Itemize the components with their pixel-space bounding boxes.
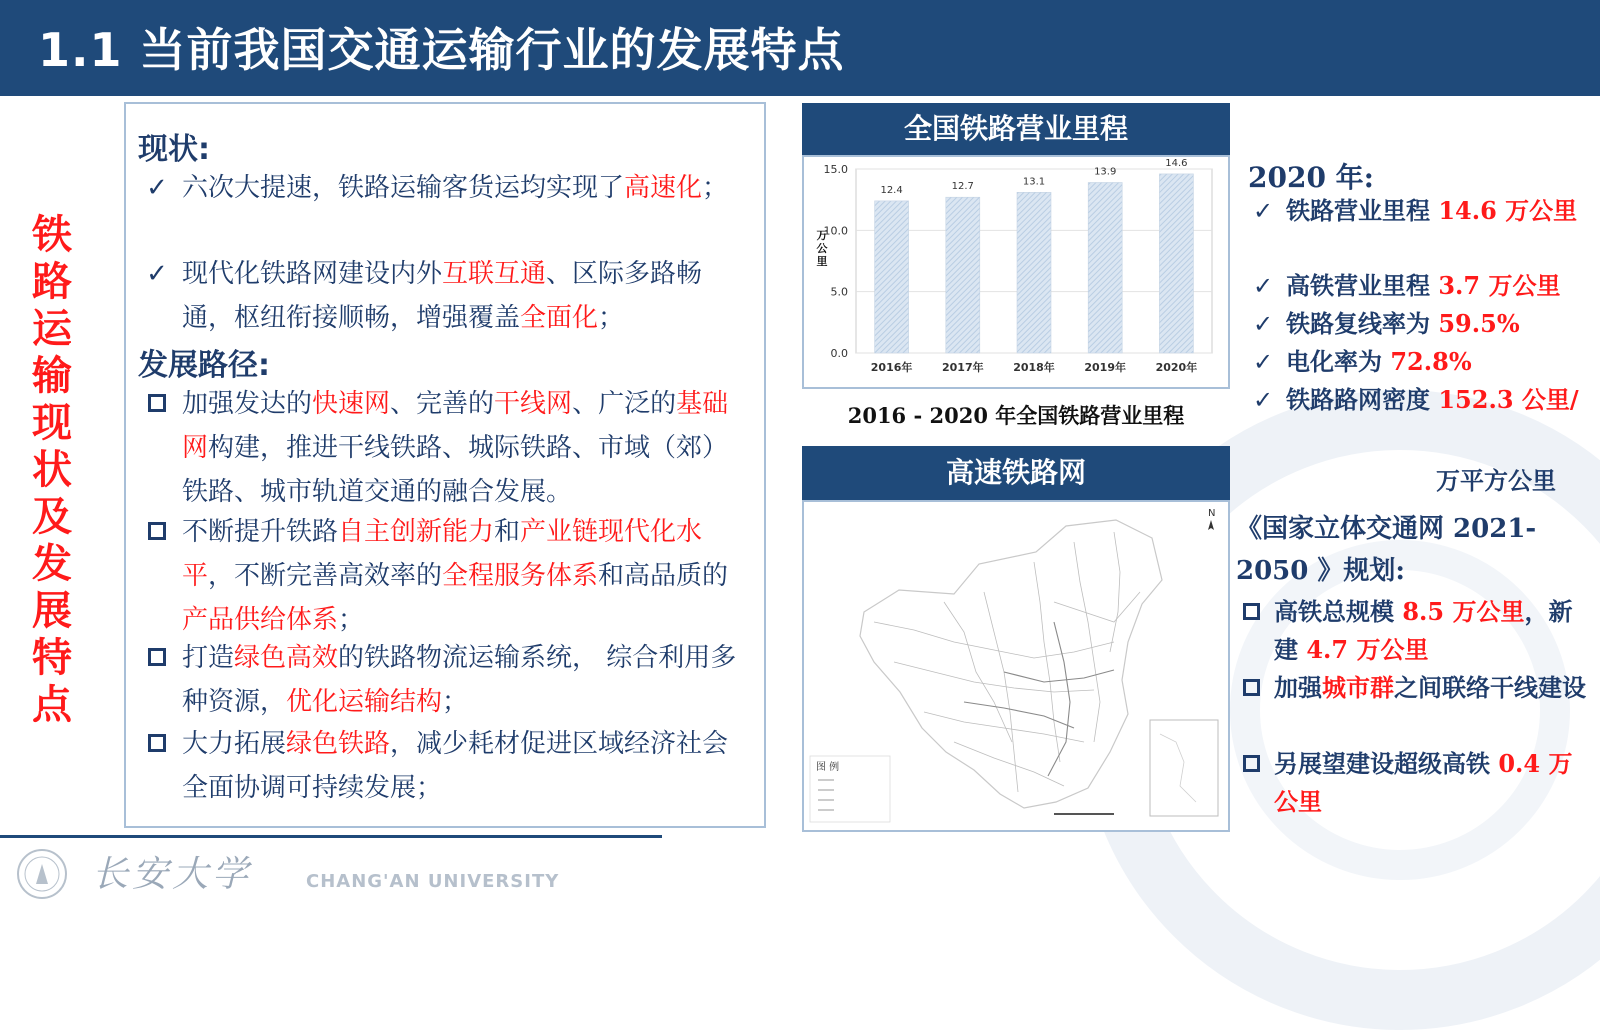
highlight-text: 8.5 万公里 bbox=[1402, 597, 1525, 626]
check-icon: ✓ bbox=[1252, 386, 1274, 414]
body-text: 铁路路网密度 bbox=[1286, 386, 1439, 414]
railway-map bbox=[802, 500, 1230, 832]
box-bullet-icon bbox=[1236, 669, 1266, 707]
body-text: 打造 bbox=[182, 643, 235, 673]
year-heading: 2020 年: bbox=[1248, 161, 1375, 194]
body-text: 高铁总规模 bbox=[1274, 598, 1403, 626]
highlight-text: 高速化 bbox=[624, 173, 703, 203]
stat-text bbox=[1248, 192, 1598, 230]
item-text bbox=[140, 636, 750, 724]
body-text: ，不断完善高效率的 bbox=[208, 561, 443, 591]
box-bullet-icon bbox=[1236, 745, 1266, 783]
body-text: 电化率为 bbox=[1286, 348, 1391, 376]
stat-text bbox=[1248, 305, 1598, 343]
bar bbox=[875, 201, 909, 353]
highlight-text: 基础网 bbox=[182, 389, 729, 463]
body-text: 之间联络干线建设 bbox=[1394, 674, 1586, 702]
side-title-char: 及 bbox=[32, 494, 72, 540]
box-bullet-icon bbox=[140, 382, 174, 426]
side-title-char: 运 bbox=[32, 306, 72, 352]
plan-item bbox=[1236, 669, 1596, 707]
body-text: ，减少耗材促进区域经济社会全面协调可持续发展； bbox=[182, 729, 729, 803]
side-title-char: 路 bbox=[32, 259, 72, 305]
status-heading: 现状: bbox=[138, 132, 210, 167]
body-text: 加强 bbox=[1274, 674, 1322, 702]
bar bbox=[1159, 174, 1193, 353]
x-tick-label: 2020年 bbox=[1155, 361, 1198, 374]
stat-item bbox=[1248, 343, 1598, 381]
page-title: 1.1 当前我国交通运输行业的发展特点 bbox=[38, 23, 845, 77]
bar bbox=[1088, 182, 1122, 353]
highlight-text: 4.7 万公里 bbox=[1306, 635, 1429, 664]
highlight-text: 3.7 万公里 bbox=[1438, 271, 1561, 300]
item-text bbox=[140, 722, 750, 810]
chart-banner: 全国铁路营业里程 bbox=[802, 103, 1230, 155]
item-text bbox=[140, 166, 750, 210]
y-tick-label: 10.0 bbox=[823, 224, 848, 238]
box-bullet-icon bbox=[140, 510, 174, 554]
stat-item bbox=[1248, 381, 1598, 419]
path-item bbox=[140, 382, 750, 514]
stat-item bbox=[1248, 192, 1598, 230]
stat-item bbox=[1248, 267, 1598, 305]
highlight-text: 59.5% bbox=[1438, 309, 1520, 338]
body-text: 另展望建设超级高铁 bbox=[1274, 750, 1499, 778]
highlight-text: 14.6 万公里 bbox=[1438, 196, 1578, 225]
item-text bbox=[140, 252, 750, 340]
body-text: 不断提升铁路 bbox=[182, 517, 339, 547]
chart-caption: 2016 - 2020 年全国铁路营业里程 bbox=[847, 403, 1185, 428]
check-icon: ✓ bbox=[1252, 310, 1274, 338]
side-title-char: 输 bbox=[32, 353, 72, 399]
highlight-text: 绿色铁路 bbox=[286, 729, 391, 759]
highlight-text: 0.4 万公里 bbox=[1274, 749, 1573, 816]
highlight-text: 产业链现代化水平 bbox=[182, 517, 703, 591]
side-title bbox=[22, 212, 82, 729]
highlight-text: 优化运输结构 bbox=[286, 687, 443, 717]
path-item bbox=[140, 722, 750, 810]
mileage-bar-chart bbox=[802, 155, 1230, 389]
body-text: 、广泛的 bbox=[572, 389, 677, 419]
highlight-text: 自主创新能力 bbox=[338, 517, 495, 547]
plan-text bbox=[1236, 593, 1596, 669]
stat-text bbox=[1248, 267, 1598, 305]
side-title-char: 展 bbox=[32, 588, 72, 634]
left-text-panel bbox=[124, 102, 766, 828]
body-text: ； bbox=[338, 605, 365, 635]
data-label: 14.6 bbox=[1165, 157, 1188, 169]
body-text: ，新建 bbox=[1274, 598, 1573, 664]
side-title-char: 特 bbox=[32, 635, 72, 681]
y-tick-label: 15.0 bbox=[823, 163, 848, 176]
x-tick-label: 2017年 bbox=[941, 361, 984, 374]
status-item bbox=[140, 252, 750, 340]
data-label: 12.4 bbox=[880, 184, 903, 196]
highlight-text: 互联互通 bbox=[442, 259, 547, 289]
highlight-text: 城市群 bbox=[1322, 673, 1394, 702]
y-tick-label: 0.0 bbox=[830, 347, 848, 360]
check-icon: ✓ bbox=[1252, 272, 1274, 300]
title-bar bbox=[0, 0, 1600, 96]
north-arrow-icon: N bbox=[1208, 508, 1216, 519]
body-text: 大力拓展 bbox=[182, 729, 287, 759]
item-text bbox=[140, 382, 750, 514]
item-text bbox=[140, 510, 750, 642]
highlight-text: 全程服务体系 bbox=[442, 561, 599, 591]
side-title-char: 现 bbox=[32, 400, 72, 446]
university-name-cn: 长安大学 bbox=[92, 854, 253, 895]
x-tick-label: 2016年 bbox=[870, 361, 913, 374]
highlight-text: 152.3 公里/ bbox=[1438, 385, 1579, 414]
check-icon: ✓ bbox=[1252, 197, 1274, 225]
body-text: 现代化铁路网建设内外 bbox=[182, 259, 443, 289]
body-text: ； bbox=[442, 687, 469, 717]
bar bbox=[1017, 192, 1051, 353]
status-item bbox=[140, 166, 750, 210]
path-heading: 发展路径: bbox=[138, 348, 270, 383]
plan-item bbox=[1236, 745, 1596, 821]
highlight-text: 72.8% bbox=[1390, 347, 1472, 376]
check-icon: ✓ bbox=[1252, 348, 1274, 376]
path-item bbox=[140, 510, 750, 642]
plan-item bbox=[1236, 593, 1596, 669]
plan-title: 《国家立体交通网 2021-2050 》规划: bbox=[1236, 514, 1537, 586]
stat-text bbox=[1248, 343, 1598, 381]
body-text: ； bbox=[598, 303, 625, 333]
side-title-char: 点 bbox=[32, 682, 72, 728]
plan-text bbox=[1236, 669, 1596, 707]
stat-text bbox=[1248, 381, 1598, 419]
highlight-text: 全面化 bbox=[520, 303, 599, 333]
data-label: 12.7 bbox=[951, 181, 974, 193]
side-title-char: 发 bbox=[32, 541, 72, 587]
legend-title: 图 例 bbox=[816, 762, 840, 773]
box-bullet-icon bbox=[140, 636, 174, 680]
x-tick-label: 2019年 bbox=[1084, 361, 1127, 374]
highlight-text: 干线网 bbox=[494, 389, 573, 419]
highlight-text: 绿色高效 bbox=[234, 643, 339, 673]
body-text: 铁路复线率为 bbox=[1286, 310, 1439, 338]
highlight-text: 产品供给体系 bbox=[182, 605, 339, 635]
side-title-char: 铁 bbox=[32, 212, 72, 258]
body-text: 加强发达的 bbox=[182, 389, 313, 419]
check-icon: ✓ bbox=[146, 259, 168, 289]
body-text: 的铁路物流运输系统， 综合利用多种资源， bbox=[182, 643, 737, 717]
bar bbox=[946, 197, 980, 353]
body-text: 和 bbox=[494, 517, 521, 547]
body-text: 铁路营业里程 bbox=[1286, 197, 1439, 225]
x-tick-label: 2018年 bbox=[1013, 361, 1055, 374]
y-tick-label: 5.0 bbox=[830, 285, 848, 299]
plan-text bbox=[1236, 745, 1596, 821]
body-text: 构建，推进干线铁路、城际铁路、市域（郊）铁路、城市轨道交通的融合发展。 bbox=[182, 433, 729, 507]
stat-item bbox=[1248, 305, 1598, 343]
body-text: ； bbox=[702, 173, 729, 203]
university-name-en: CHANG'AN UNIVERSITY bbox=[306, 871, 560, 892]
bar-chart-svg bbox=[804, 157, 1228, 387]
box-bullet-icon bbox=[140, 722, 174, 766]
y-axis-label: 万公里 bbox=[816, 229, 828, 268]
side-title-char: 状 bbox=[32, 447, 72, 493]
body-text: 高铁营业里程 bbox=[1286, 272, 1439, 300]
map-banner: 高速铁路网 bbox=[802, 446, 1230, 500]
density-unit: 万平方公里 bbox=[1436, 467, 1556, 495]
path-item bbox=[140, 636, 750, 724]
data-label: 13.9 bbox=[1094, 166, 1117, 178]
china-outline bbox=[860, 520, 1162, 808]
china-railway-map bbox=[804, 502, 1228, 830]
highlight-text: 快速网 bbox=[312, 389, 391, 419]
body-text: 、完善的 bbox=[390, 389, 495, 419]
box-bullet-icon bbox=[1236, 593, 1266, 631]
body-text: 六次大提速，铁路运输客货运均实现了 bbox=[182, 173, 625, 203]
footer-divider bbox=[0, 835, 662, 838]
data-label: 13.1 bbox=[1022, 176, 1046, 188]
body-text: 和高品质的 bbox=[598, 561, 729, 591]
check-icon: ✓ bbox=[146, 173, 168, 203]
body-text: 、区际多路畅通，枢纽衔接顺畅，增强覆盖 bbox=[182, 259, 703, 333]
university-seal-icon bbox=[6, 842, 76, 900]
